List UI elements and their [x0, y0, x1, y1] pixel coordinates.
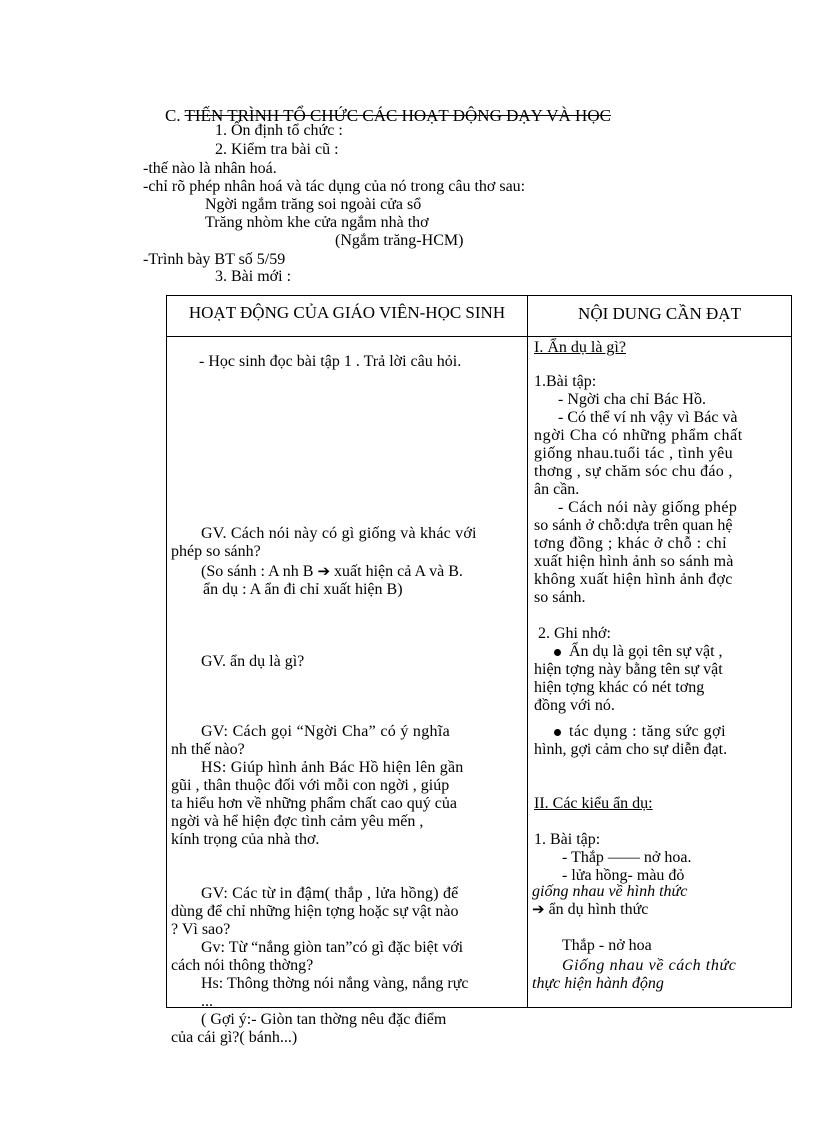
poem-line-1: Ngời ngắm trăng soi ngoài cửa sổ: [205, 196, 422, 213]
heading-metaphor-types: II. Các kiểu ẩn dụ:: [534, 795, 653, 812]
right-line: Thắp - nở hoa: [562, 937, 652, 954]
left-line: phép so sánh?: [171, 543, 261, 560]
right-line: 1.Bài tập:: [534, 373, 597, 390]
poem-source: (Ngắm trăng-HCM): [335, 232, 464, 249]
column-header-activities: HOẠT ĐỘNG CỦA GIÁO VIÊN-HỌC SINH: [167, 296, 528, 337]
heading-metaphor: I. Ẩn dụ là gì?: [534, 339, 626, 356]
bullet-icon: [554, 729, 561, 736]
right-line: giống nhau về hình thức: [532, 883, 688, 900]
right-line: - lửa hồng- màu đỏ: [562, 867, 685, 884]
right-line: hình, gợi cảm cho sự diễn đạt.: [534, 741, 728, 758]
left-line: Hs: Thông thờng nói nắng vàng, nắng rực: [201, 975, 469, 992]
left-line: HS: Giúp hình ảnh Bác Hồ hiện lên gần: [201, 759, 464, 776]
right-line: đồng với nó.: [534, 697, 615, 714]
right-line: ân cần.: [534, 481, 580, 498]
question-2: -chỉ rõ phép nhân hoá và tác dụng của nó trong câu thơ sau:: [143, 178, 526, 195]
right-line: hiện tợng khác có nét tơng: [534, 679, 705, 696]
left-line: cách nói thông thờng?: [171, 957, 314, 974]
bullet-icon: [554, 649, 561, 656]
left-line: ngời và hể hiện đợc tình cảm yêu mến ,: [171, 813, 424, 830]
left-line: dùng để chỉ những hiện tợng hoặc sự vật nào: [171, 903, 459, 920]
question-3: -Trình bày BT số 5/59: [143, 251, 286, 268]
right-line: không xuất hiện hình ảnh đợc: [534, 571, 733, 588]
right-line: so sánh ở chỗ:dựa trên quan hệ: [534, 517, 733, 534]
left-line: ẩn dụ : A ẩn đi chỉ xuất hiện B): [203, 581, 403, 598]
right-line: ngời Cha có những phẩm chất: [534, 427, 743, 444]
left-line: GV. ẩn dụ là gì?: [201, 653, 305, 670]
column-header-content: NỘI DUNG CẦN ĐẠT: [528, 296, 792, 337]
right-line: - Thắp —— nở hoa.: [562, 849, 692, 866]
right-line: - Ngời cha chỉ Bác Hồ.: [558, 391, 706, 408]
right-line: xuất hiện hình ảnh so sánh mà: [534, 553, 734, 570]
left-line-comparison: (So sánh : A nh B ➔ xuất hiện cả A và B.: [201, 562, 463, 580]
right-line: - Có thể ví nh vậy vì Bác và: [558, 409, 738, 426]
left-line: GV: Các từ in đậm( thắp , lửa hồng) để: [201, 885, 459, 902]
right-line: Giống nhau về cách thức: [562, 957, 737, 974]
right-line-arrow: ➔ ẩn dụ hình thức: [532, 900, 649, 918]
left-line: - Học sinh đọc bài tập 1 . Trả lời câu hỏi.: [199, 353, 462, 370]
right-line: tơng đồng ; khác ở chỗ : chỉ: [534, 535, 728, 552]
right-line: giống nhau.tuổi tác , tình yêu: [534, 445, 734, 462]
left-line: gũi , thân thuộc đối với mỗi con ngời , giúp: [171, 777, 450, 794]
left-line: ta hiểu hơn về những phẩm chất cao quý của: [171, 795, 457, 812]
right-line: hiện tợng này bằng tên sự vật: [534, 661, 723, 678]
lesson-table: [166, 295, 792, 1046]
right-line: - Cách nói này giống phép: [558, 499, 738, 516]
bullet-item: Ẩn dụ là gọi tên sự vật ,: [554, 643, 723, 660]
left-line: ...: [201, 993, 213, 1010]
left-line: ( Gợi ý:- Giòn tan thờng nêu đặc điểm: [201, 1011, 447, 1028]
right-line: thực hiện hành động: [532, 975, 664, 992]
right-line: 2. Ghi nhớ:: [538, 625, 611, 642]
left-line: ? Vì sao?: [171, 921, 231, 938]
step-2: 2. Kiểm tra bài cũ :: [215, 141, 339, 158]
right-line: thơng , sự chăm sóc chu đáo ,: [534, 463, 733, 480]
step-1: 1. Ổn định tổ chức :: [215, 122, 343, 139]
arrow-right-icon: ➔: [532, 900, 545, 918]
poem-line-2: Trăng nhòm khe cửa ngắm nhà thơ: [205, 214, 429, 231]
right-line: 1. Bài tập:: [534, 831, 601, 848]
section-prefix: C.: [165, 106, 181, 125]
section-title: TIẾN TRÌNH TỔ CHỨC CÁC HOẠT ĐỘNG DẠY VÀ HỌC: [184, 106, 611, 125]
activities-cell: [167, 337, 528, 1046]
bullet-item: tác dụng : tăng sức gợi: [554, 723, 726, 740]
right-line: so sánh.: [534, 589, 586, 606]
left-line: GV. Cách nói này có gì giống và khác với: [201, 525, 477, 542]
step-3: 3. Bài mới :: [215, 268, 292, 285]
left-line: GV: Cách gọi “Ngời Cha” có ý nghĩa: [201, 723, 450, 740]
arrow-right-icon: ➔: [317, 562, 331, 580]
left-line: của cái gì?( bánh...): [171, 1029, 298, 1046]
left-line: Gv: Từ “nắng giòn tan”có gì đặc biệt với: [201, 939, 464, 956]
left-line: nh thế nào?: [171, 741, 245, 758]
question-1: -thế nào là nhân hoá.: [143, 160, 277, 177]
left-line: kính trọng của nhà thơ.: [171, 831, 320, 848]
content-cell: [528, 337, 792, 1008]
